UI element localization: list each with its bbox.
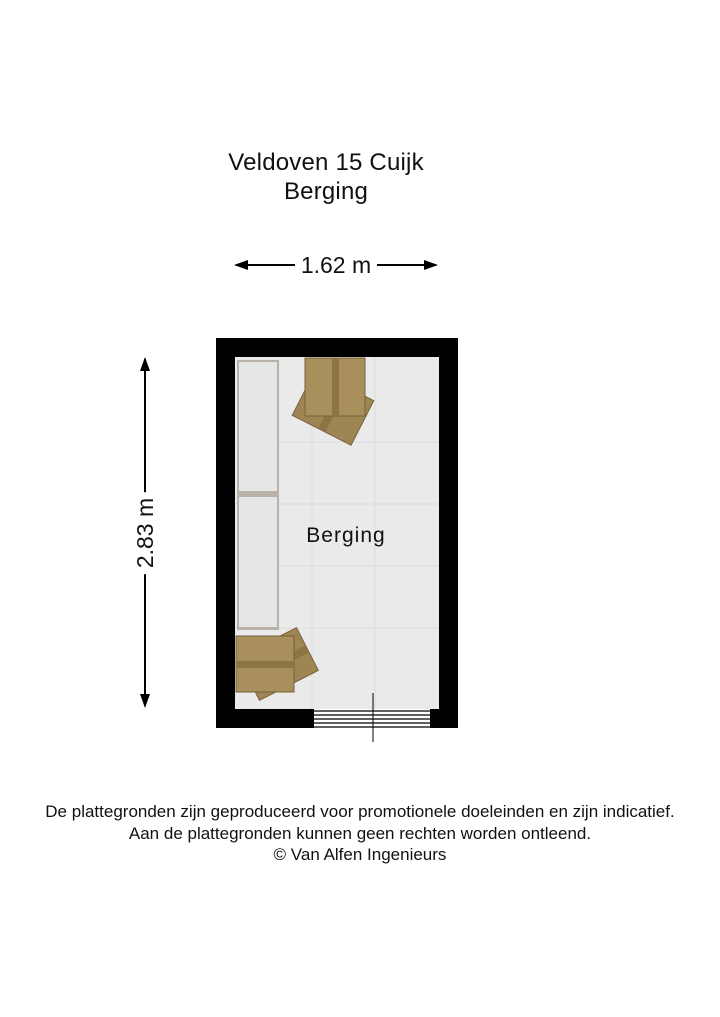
copyright-line: © Van Alfen Ingenieurs — [273, 845, 447, 864]
disclaimer-line-2: Aan de plattegronden kunnen geen rechten worden ontleend. — [128, 823, 592, 843]
shelving-unit — [237, 360, 279, 630]
disclaimer-line-1: De plattegronden zijn geproduceerd voor promotionele doeleinden en zijn indicatief. — [45, 802, 675, 821]
room-label: Berging — [306, 524, 386, 547]
plan-title — [0, 148, 652, 206]
address-title: Veldoven 15 Cuijk — [228, 149, 424, 176]
width-dimension-label: 1.62 m — [295, 252, 377, 278]
floor-name-title: Berging — [283, 178, 369, 205]
width-dimension — [232, 250, 440, 280]
disclaimer — [0, 801, 720, 866]
height-dimension — [130, 355, 160, 710]
height-dimension-label: 2.83 m — [131, 491, 159, 573]
